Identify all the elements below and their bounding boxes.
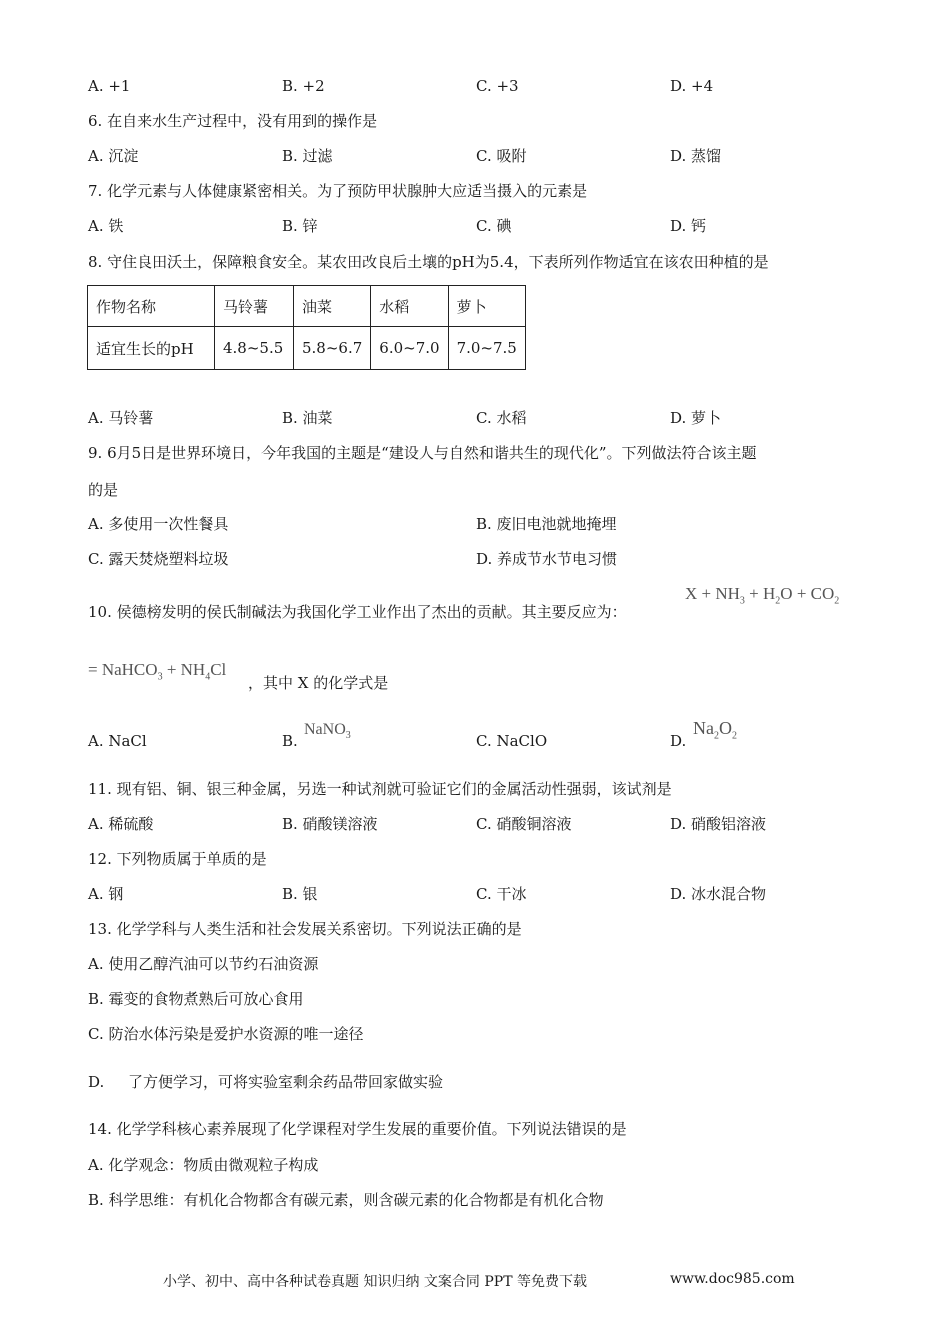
q7-option-b: B. 锌 <box>282 217 318 235</box>
table-cell: 油菜 <box>294 286 371 327</box>
q8-option-c: C. 水稻 <box>476 409 527 427</box>
q13-stem: 13. 化学学科与人类生活和社会发展关系密切。下列说法正确的是 <box>88 920 522 938</box>
q6-option-d: D. 蒸馏 <box>670 147 722 165</box>
q5-option-a: A. +1 <box>88 77 131 95</box>
q6-stem: 6. 在自来水生产过程中，没有用到的操作是 <box>88 112 378 130</box>
table-row <box>88 327 526 370</box>
q7-option-a: A. 铁 <box>88 217 124 235</box>
q14-option-b: B. 科学思维：有机化合物都含有碳元素，则含碳元素的化合物都是有机化合物 <box>88 1191 604 1209</box>
q14-stem: 14. 化学学科核心素养展现了化学课程对学生发展的重要价值。下列说法错误的是 <box>88 1120 627 1138</box>
q10-option-c: C. NaClO <box>476 732 548 750</box>
q9-option-a: A. 多使用一次性餐具 <box>88 515 229 533</box>
q12-option-b: B. 银 <box>282 885 318 903</box>
q13-option-d-label: D. <box>88 1073 105 1091</box>
q10-option-d-formula: $Na_2O_2$ <box>693 718 737 742</box>
q11-stem: 11. 现有铝、铜、银三种金属，另选一种试剂就可验证它们的金属活动性强弱，该试剂是 <box>88 780 672 798</box>
q5-option-c: C. +3 <box>476 77 519 95</box>
q6-option-b: B. 过滤 <box>282 147 333 165</box>
q9-stem: 9. 6月5日是世界环境日，今年我国的主题是“建设人与自然和谐共生的现代化”。下列做法符合该主题 <box>88 444 757 462</box>
q6-option-c: C. 吸附 <box>476 147 527 165</box>
q6-option-a: A. 沉淀 <box>88 147 139 165</box>
q13-option-a: A. 使用乙醇汽油可以节约石油资源 <box>88 955 319 973</box>
q7-option-d: D. 钙 <box>670 217 707 235</box>
q9-stem-continued: 的是 <box>88 481 119 499</box>
table-cell: 作物名称 <box>88 286 215 327</box>
table-cell: 萝卜 <box>448 286 525 327</box>
q10-option-b-formula: NaNO$_3$ <box>304 721 351 742</box>
footer-url[interactable]: www.doc985.com <box>670 1271 795 1287</box>
q13-option-b: B. 霉变的食物煮熟后可放心食用 <box>88 990 304 1008</box>
q5-option-d: D. +4 <box>670 77 714 95</box>
q13-option-d: 了方便学习，可将实验室剩余药品带回家做实验 <box>128 1073 444 1091</box>
q7-stem: 7. 化学元素与人体健康紧密相关。为了预防甲状腺肿大应适当摄入的元素是 <box>88 182 588 200</box>
crop-ph-table <box>87 285 526 370</box>
q12-option-d: D. 冰水混合物 <box>670 885 767 903</box>
q9-option-d: D. 养成节水节电习惯 <box>476 550 618 568</box>
q10-equation-left: $X + NH_3 + H_2O + CO_2$ <box>685 584 840 607</box>
table-cell: 适宜生长的pH <box>88 327 215 370</box>
table-cell: 4.8~5.5 <box>215 327 294 370</box>
table-cell: 水稻 <box>371 286 448 327</box>
table-cell: 马铃薯 <box>215 286 294 327</box>
q10-stem: 10. 侯德榜发明的侯氏制碱法为我国化学工业作出了杰出的贡献。其主要反应为： <box>88 603 627 621</box>
q10-option-d-label: D. <box>670 732 687 750</box>
q11-option-a: A. 稀硫酸 <box>88 815 154 833</box>
q10-equation-right: = NaHCO$_3$ + $NH_4Cl$ <box>88 660 227 683</box>
q12-option-c: C. 干冰 <box>476 885 527 903</box>
q8-option-d: D. 萝卜 <box>670 409 722 427</box>
q9-option-b: B. 废旧电池就地掩埋 <box>476 515 617 533</box>
q8-option-a: A. 马铃薯 <box>88 409 154 427</box>
q10-option-a: A. NaCl <box>88 732 147 750</box>
q9-option-c: C. 露天焚烧塑料垃圾 <box>88 550 229 568</box>
q5-option-b: B. +2 <box>282 77 325 95</box>
table-cell: 5.8~6.7 <box>294 327 371 370</box>
q8-option-b: B. 油菜 <box>282 409 333 427</box>
table-cell: 6.0~7.0 <box>371 327 448 370</box>
q11-option-c: C. 硝酸铜溶液 <box>476 815 572 833</box>
q8-stem: 8. 守住良田沃土，保障粮食安全。某农田改良后土壤的pH为5.4，下表所列作物适宜在该农田种植的是 <box>88 253 769 271</box>
q12-stem: 12. 下列物质属于单质的是 <box>88 850 267 868</box>
footer-text: 小学、初中、高中各种试卷真题 知识归纳 文案合同 PPT 等免费下载 <box>163 1274 587 1290</box>
q11-option-b: B. 硝酸镁溶液 <box>282 815 378 833</box>
q11-option-d: D. 硝酸铝溶液 <box>670 815 767 833</box>
q10-option-b-label: B. <box>282 732 298 750</box>
q10-stem-continued: ，其中 X 的化学式是 <box>248 674 389 692</box>
q14-option-a: A. 化学观念：物质由微观粒子构成 <box>88 1156 319 1174</box>
q13-option-c: C. 防治水体污染是爱护水资源的唯一途径 <box>88 1025 364 1043</box>
q12-option-a: A. 钢 <box>88 885 124 903</box>
q7-option-c: C. 碘 <box>476 217 512 235</box>
table-row <box>88 286 526 327</box>
table-cell: 7.0~7.5 <box>448 327 525 370</box>
